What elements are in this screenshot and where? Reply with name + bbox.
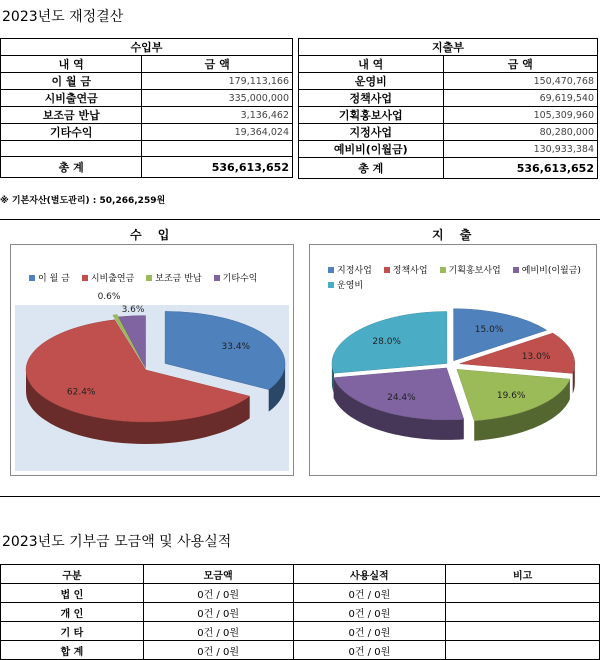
donation-cell: 0건 / 0원 — [293, 622, 446, 641]
expense-amount: 69,619,540 — [443, 90, 597, 107]
donation-cell: 법 인 — [1, 584, 144, 603]
donation-cell — [446, 603, 600, 622]
income-chart — [10, 244, 294, 476]
legend-label: 보조금 반납 — [155, 274, 202, 284]
pie-data-label: 19.6% — [496, 390, 526, 401]
donation-cell — [446, 622, 600, 641]
expense-col-amount: 금 액 — [443, 56, 597, 73]
donation-row — [1, 622, 600, 641]
legend-label: 정책사업 — [392, 266, 428, 276]
donation-cell: 개 인 — [1, 603, 144, 622]
expense-item: 운영비 — [299, 73, 444, 90]
donation-col: 구분 — [1, 565, 144, 584]
expense-amount: 80,280,000 — [443, 124, 597, 141]
expense-chart — [309, 244, 597, 476]
basic-assets-note: ※ 기본자산(별도관리) : 50,266,259원 — [0, 196, 166, 206]
pie-data-label: 0.6% — [97, 292, 121, 302]
expense-amount: 130,933,384 — [443, 141, 597, 158]
expense-table — [298, 38, 598, 179]
donation-cell — [446, 641, 600, 660]
income-total-label: 총 계 — [1, 157, 142, 178]
income-row — [1, 141, 293, 157]
donation-cell: 0건 / 0원 — [143, 603, 293, 622]
income-item — [1, 141, 142, 157]
income-row — [1, 73, 293, 90]
donation-row — [1, 603, 600, 622]
income-amount — [142, 141, 293, 157]
legend-label: 예비비(이월금) — [521, 266, 581, 276]
expense-col-item: 내 역 — [299, 56, 444, 73]
expense-amount: 105,309,960 — [443, 107, 597, 124]
divider — [0, 496, 600, 497]
expense-row — [299, 90, 598, 107]
expense-row — [299, 141, 598, 158]
legend-label: 기획홍보사업 — [448, 266, 501, 276]
pie-data-label: 15.0% — [474, 325, 504, 336]
expense-amount: 150,470,768 — [443, 73, 597, 90]
income-item: 보조금 반납 — [1, 107, 142, 124]
donation-cell — [446, 584, 600, 603]
income-col-item: 내 역 — [1, 56, 142, 73]
legend-label: 기타수익 — [222, 274, 258, 284]
page-title: 2023년도 재정결산 — [2, 9, 124, 25]
expense-header: 지출부 — [299, 39, 598, 56]
donation-cell: 0건 / 0원 — [293, 641, 446, 660]
legend-label: 운영비 — [337, 281, 364, 291]
donation-cell: 0건 / 0원 — [143, 641, 293, 660]
donation-title: 2023년도 기부금 모금액 및 사용실적 — [2, 534, 232, 550]
expense-chart-title: 지 출 — [432, 228, 478, 242]
pie-data-label: 24.4% — [387, 392, 416, 403]
donation-row — [1, 584, 600, 603]
income-header: 수입부 — [1, 39, 293, 56]
expense-item: 기획홍보사업 — [299, 107, 444, 124]
pie-data-label: 28.0% — [372, 336, 401, 347]
income-amount: 179,113,166 — [142, 73, 293, 90]
expense-item: 예비비(이월금) — [299, 141, 444, 158]
expense-row — [299, 107, 598, 124]
donation-cell: 0건 / 0원 — [293, 584, 446, 603]
donation-header-row — [1, 565, 600, 584]
income-total-row — [1, 157, 293, 178]
income-amount: 335,000,000 — [142, 90, 293, 107]
income-row — [1, 124, 293, 141]
income-row — [1, 107, 293, 124]
income-amount: 19,364,024 — [142, 124, 293, 141]
income-item: 기타수익 — [1, 124, 142, 141]
income-row — [1, 90, 293, 107]
expense-total-row — [299, 158, 598, 179]
income-chart-title: 수 입 — [130, 228, 176, 242]
donation-cell: 0건 / 0원 — [293, 603, 446, 622]
pie-data-label: 62.4% — [66, 387, 96, 398]
expense-item: 정책사업 — [299, 90, 444, 107]
donation-cell: 0건 / 0원 — [143, 622, 293, 641]
divider — [0, 219, 600, 220]
legend-label: 시비출연금 — [90, 274, 135, 284]
legend-label: 지정사업 — [337, 266, 372, 276]
pie-data-label: 13.0% — [521, 352, 551, 362]
donation-cell: 합 계 — [1, 641, 144, 660]
income-col-amount: 금 액 — [142, 56, 293, 73]
income-pie — [11, 245, 293, 475]
donation-cell: 0건 / 0원 — [143, 584, 293, 603]
expense-total: 536,613,652 — [443, 158, 597, 179]
donation-table — [0, 564, 600, 660]
expense-pie — [310, 245, 596, 475]
legend-label: 이 월 금 — [38, 274, 70, 284]
expense-total-label: 총 계 — [299, 158, 444, 179]
donation-cell: 기 타 — [1, 622, 144, 641]
income-total: 536,613,652 — [142, 157, 293, 178]
income-item: 이 월 금 — [1, 73, 142, 90]
income-table — [0, 38, 293, 178]
income-item: 시비출연금 — [1, 90, 142, 107]
income-amount: 3,136,462 — [142, 107, 293, 124]
expense-row — [299, 73, 598, 90]
donation-col: 비고 — [446, 565, 600, 584]
donation-row — [1, 641, 600, 660]
donation-col: 모금액 — [143, 565, 293, 584]
expense-item: 지정사업 — [299, 124, 444, 141]
expense-row — [299, 124, 598, 141]
pie-data-label: 33.4% — [221, 341, 251, 352]
donation-col: 사용실적 — [293, 565, 446, 584]
pie-data-label: 3.6% — [121, 305, 145, 315]
